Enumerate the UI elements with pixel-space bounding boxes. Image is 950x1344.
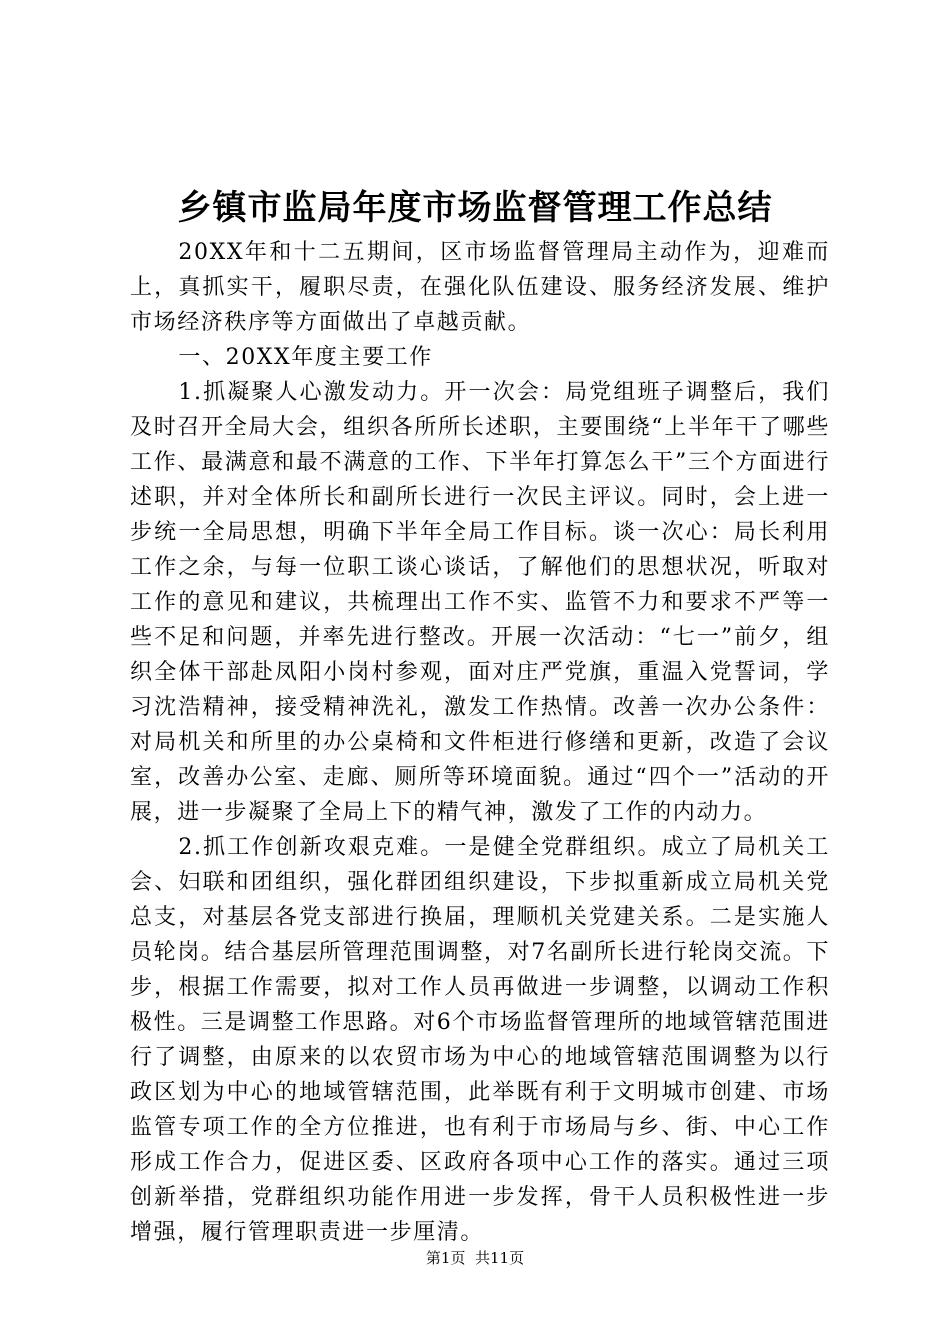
document-title: 乡镇市监局年度市场监督管理工作总结 — [177, 188, 773, 228]
document-body — [130, 235, 830, 1250]
page-number: 第1页 — [425, 1249, 466, 1267]
page-footer — [0, 1248, 950, 1268]
item-2-paragraph: 2.抓工作创新攻艰克难。一是健全党群组织。成立了局机关工会、妇联和团组织，强化群团组织建设，下步拟重新成立局机关党总支，对基层各党支部进行换届，理顺机关党建关系。二是实施人员轮岗。结合基层所管理范围调整，对7名副所长进行轮岗交流。下步，根据工作需要，拟对工作人员再做进一步调整，以调动工作积极性。三是调整工作思路。对6个市场监督管理所的地域管辖范围进行了调整，由原来的以农贸市场为中心的地域管辖范围调整为以行政区划为中心的地域管辖范围，此举既有利于文明城市创建、市场监管专项工作的全方位推进，也有利于市场局与乡、街、中心工作形成工作合力，促进区委、区政府各项中心工作的落实。通过三项创新举措，党群组织功能作用进一步发挥，骨干人员积极性进一步增强，履行管理职责进一步厘清。 — [130, 835, 830, 1245]
item-1-paragraph: 1.抓凝聚人心激发动力。开一次会：局党组班子调整后，我们及时召开全局大会，组织各所所长述职，主要围绕“上半年干了哪些工作、最满意和最不满意的工作、下半年打算怎么干”三个方面进行述职，并对全体所长和副所长进行一次民主评议。同时，会上进一步统一全局思想，明确下半年全局工作目标。谈一次心：局长利用工作之余，与每一位职工谈心谈话，了解他们的思想状况，听取对工作的意见和建议，共梳理出工作不实、监管不力和要求不严等一些不足和问题，并率先进行整改。开展一次活动：“七一”前夕，组织全体干部赴凤阳小岗村参观，面对庄严党旗，重温入党誓词，学习沈浩精神，接受精神洗礼，激发工作热情。改善一次办公条件：对局机关和所里的办公桌椅和文件柜进行修缮和更新，改造了会议室，改善办公室、走廊、厕所等环境面貌。通过“四个一”活动的开展，进一步凝聚了全局上下的精气神，激发了工作的内动力。 — [130, 380, 830, 825]
intro-paragraph: 20XX年和十二五期间，区市场监督管理局主动作为，迎难而上，真抓实干，履职尽责，在强化队伍建设、服务经济发展、维护市场经济秩序等方面做出了卓越贡献。 — [130, 240, 830, 335]
page-total: 共11页 — [475, 1249, 525, 1267]
section-heading: 一、20XX年度主要工作 — [178, 345, 433, 370]
